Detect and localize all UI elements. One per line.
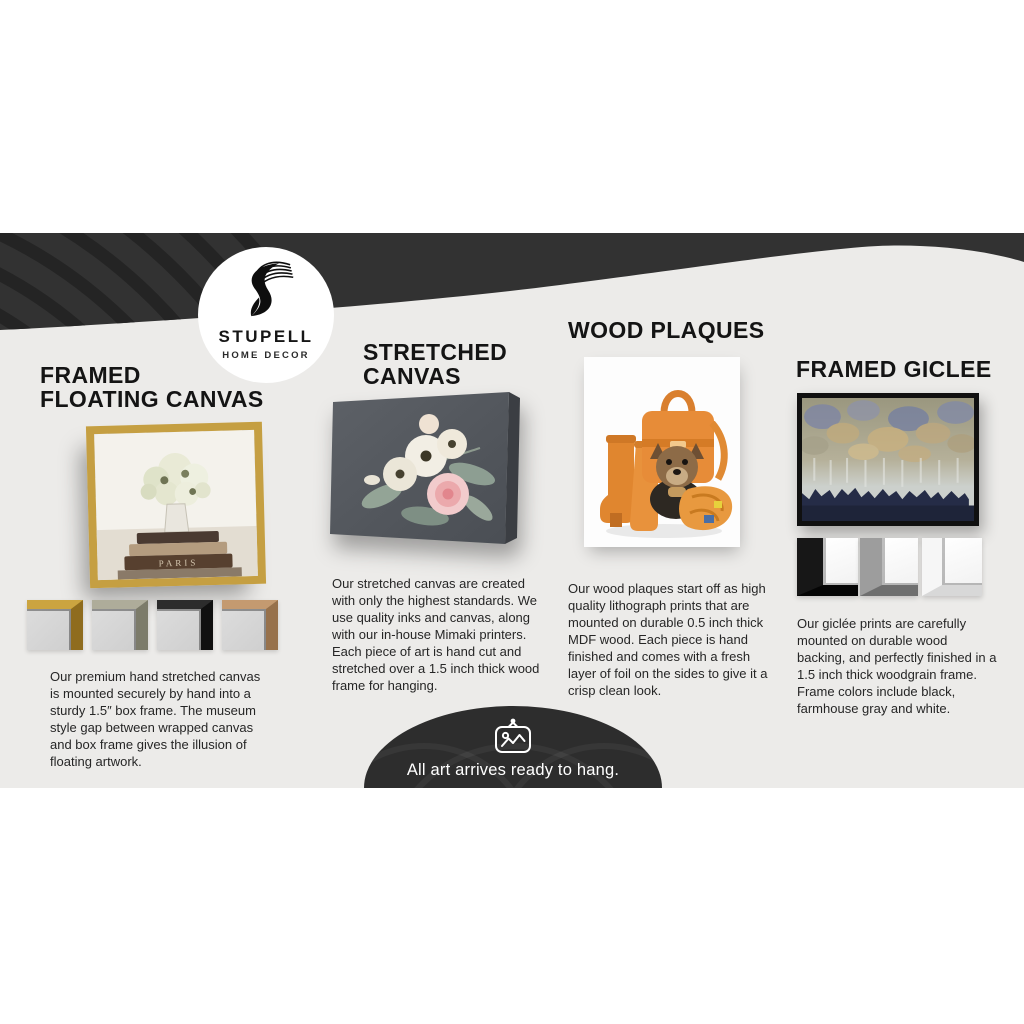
section-description-framed-giclee: Our giclée prints are carefully mounted on durable wood backing, and perfectly finished in a 1.5 inch thick woodgrain frame. Frame colors include black, farmhouse gray and white. bbox=[797, 616, 997, 716]
brand-tagline: HOME DECOR bbox=[222, 350, 310, 361]
book-spine-label: PARIS bbox=[158, 557, 199, 569]
title-line: WOOD PLAQUES bbox=[568, 317, 765, 343]
title-line: FRAMED bbox=[40, 362, 141, 388]
frame-swatch-champagne bbox=[92, 600, 148, 650]
title-line: FRAMED GICLEE bbox=[796, 356, 992, 382]
section-title-wood-plaques bbox=[568, 319, 764, 343]
frame-swatch-white bbox=[922, 538, 982, 596]
brand-logo bbox=[198, 247, 334, 383]
floating-canvas-artwork bbox=[86, 422, 266, 589]
section-description-wood-plaques: Our wood plaques start off as high quality lithograph prints that are mounted on durable 0.5 inch thick MDF wood. Each piece is hand finished and comes with a fresh layer of foil on the sides to give it a crisp clean look. bbox=[568, 581, 768, 698]
stupell-logo-icon bbox=[231, 255, 301, 329]
frame-swatch-gold bbox=[27, 600, 83, 650]
section-title-framed-giclee bbox=[796, 358, 992, 382]
abstract-landscape-art bbox=[802, 398, 974, 521]
top-wave-decoration bbox=[0, 233, 1024, 343]
section-description-framed-floating-canvas: Our premium hand stretched canvas is mounted securely by hand into a sturdy 1.5″ box frame. The museum style gap between wrapped canvas and box frame gives the illusion of floating artwork. bbox=[50, 669, 261, 769]
stretched-canvas-artwork bbox=[330, 388, 525, 558]
title-line: STRETCHED bbox=[363, 339, 508, 365]
title-line: FLOATING CANVAS bbox=[40, 385, 264, 412]
footer-dome bbox=[364, 706, 662, 788]
ready-to-hang-icon bbox=[490, 718, 536, 758]
section-description-stretched-canvas: Our stretched canvas are created with only the highest standards. We use quality inks and canvas, along with our in-house Mimaki printers. Each piece of art is hand cut and stretched over a 1.5 inch thick wood frame for hanging. bbox=[332, 576, 540, 693]
frame-swatch-black bbox=[157, 600, 213, 650]
frame-swatch-farmhouse-gray bbox=[860, 538, 918, 596]
footer-message: All art arrives ready to hang. bbox=[406, 761, 620, 779]
wood-plaque-artwork bbox=[584, 357, 740, 547]
frame-swatch-tan bbox=[222, 600, 278, 650]
orange-bag-dog-art bbox=[584, 357, 740, 547]
title-line: CANVAS bbox=[363, 362, 461, 389]
framed-giclee-artwork bbox=[797, 393, 979, 526]
section-title-stretched-canvas bbox=[363, 341, 507, 388]
brand-name: STUPELL bbox=[218, 327, 314, 346]
hydrangea-books-art bbox=[94, 430, 258, 580]
frame-swatch-black bbox=[797, 538, 858, 596]
